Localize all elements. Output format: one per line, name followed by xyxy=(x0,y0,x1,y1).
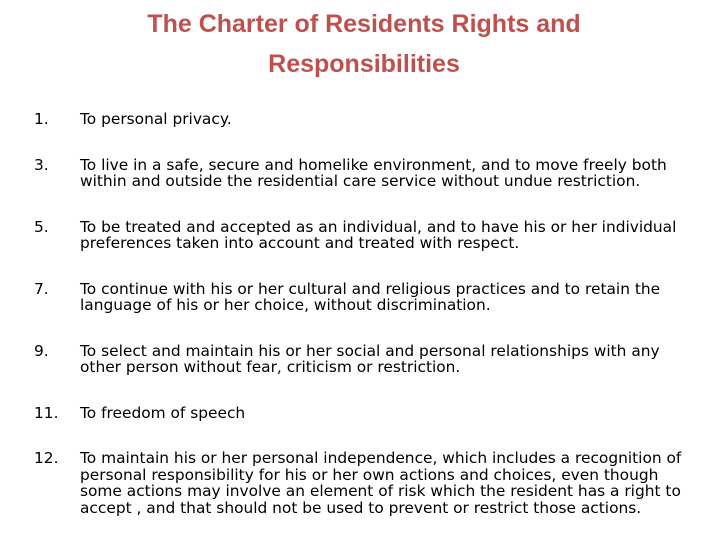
list-item-number: 1. xyxy=(34,110,49,128)
list-item-number: 11. xyxy=(34,403,59,422)
list-item-text: To maintain his or her personal independence, which includes a recognition of personal responsibility for his or her own actions and choices, even though some actions may involve an element of risk which the resident has a right to accept , and that should not be used to prevent or restrict those actions. xyxy=(80,449,682,517)
slide-title-line-2: Responsibilities xyxy=(268,50,460,78)
list-item-number: 12. xyxy=(34,449,59,467)
list-item-number: 5. xyxy=(34,217,49,236)
slide-title-line-1: The Charter of Residents Rights and xyxy=(147,10,581,38)
list-item-text: To personal privacy. xyxy=(80,110,232,128)
list-item-text: To be treated and accepted as an individual, and to have his or her individual preferences taken into account and treated with respect. xyxy=(80,217,677,252)
list-item-text: To freedom of speech xyxy=(80,403,246,422)
list-item-text: To continue with his or her cultural and religious practices and to retain the language of his or her choice, without discrimination. xyxy=(80,279,661,314)
slide-title xyxy=(40,4,688,84)
list-item xyxy=(34,405,694,422)
list-item-number: 7. xyxy=(34,279,49,298)
rights-list xyxy=(34,111,694,545)
list-item xyxy=(34,281,694,314)
list-item xyxy=(34,111,694,128)
list-item-number: 9. xyxy=(34,341,49,360)
list-item-text: To select and maintain his or her social and personal relationships with any other person without fear, criticism or restriction. xyxy=(80,341,660,376)
list-item-number: 3. xyxy=(34,155,49,174)
list-item xyxy=(34,157,694,190)
list-item xyxy=(34,219,694,252)
list-item-text: To live in a safe, secure and homelike environment, and to move freely both within and outside the residential care service without undue restriction. xyxy=(80,155,667,190)
list-item xyxy=(34,343,694,376)
list-item xyxy=(34,450,694,516)
